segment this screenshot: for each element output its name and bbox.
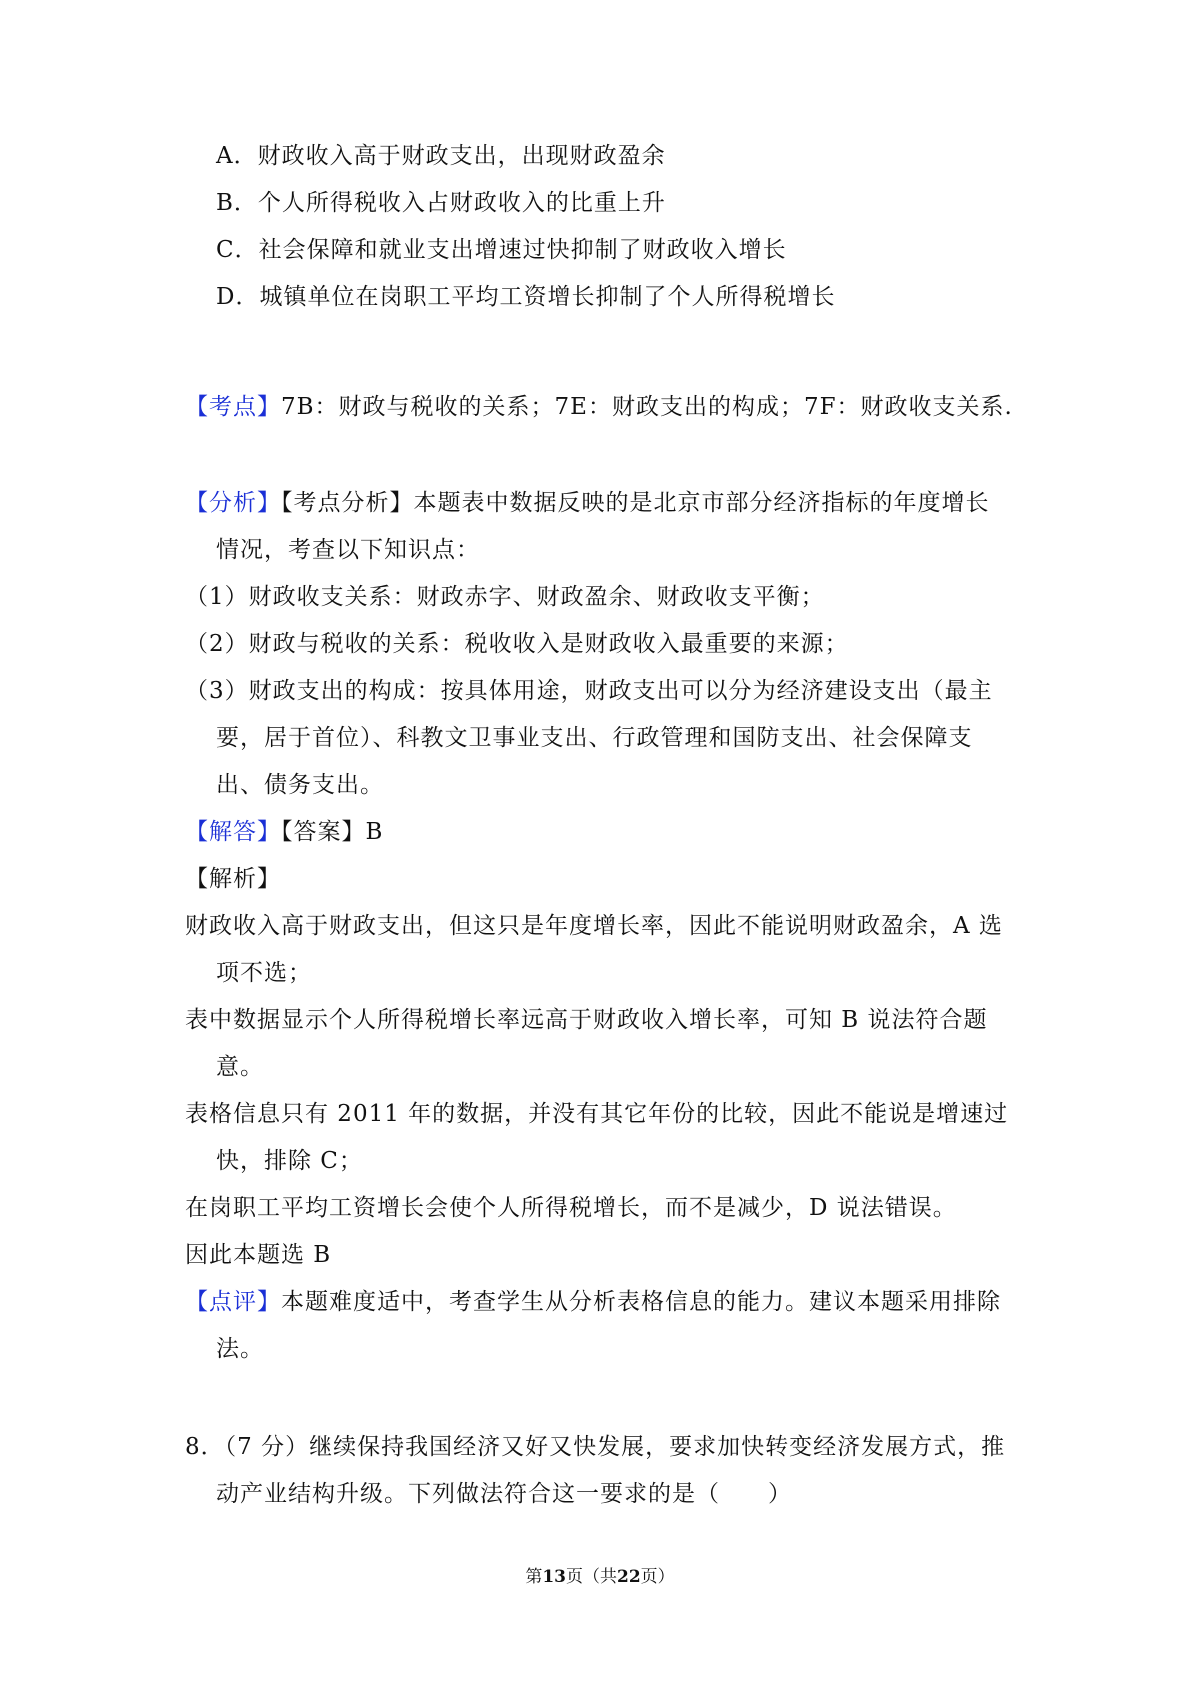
total-pages: 22 — [617, 1567, 641, 1587]
fenxi-tag: 【分析】 — [185, 490, 281, 516]
option-letter: B． — [216, 190, 258, 216]
kaodian-tag: 【考点】 — [185, 394, 281, 420]
jiexi-para-3: 表格信息只有 2011 年的数据，并没有其它年份的比较，因此不能说是增速过 — [185, 1101, 1009, 1127]
fenxi-point-1: （1）财政收支关系：财政赤字、财政盈余、财政收支平衡； — [185, 584, 825, 610]
page-footer — [0, 1565, 1200, 1589]
fenxi-point-3-cont: 要，居于首位）、科教文卫事业支出、行政管理和国防支出、社会保障支 — [216, 725, 973, 751]
jiexi-para-1-cont: 项不选； — [216, 960, 312, 986]
jieda-line — [185, 817, 383, 847]
dianping-tag: 【点评】 — [185, 1289, 281, 1315]
option-d — [216, 282, 835, 312]
fenxi-line-1 — [185, 488, 990, 518]
current-page-number: 13 — [542, 1567, 566, 1587]
kaodian-text: 7B：财政与税收的关系；7E：财政支出的构成；7F：财政收支关系. — [281, 394, 1013, 420]
fenxi-point-3: （3）财政支出的构成：按具体用途，财政支出可以分为经济建设支出（最主 — [185, 678, 993, 704]
option-letter: A． — [216, 143, 258, 169]
dianping-line-2: 法。 — [216, 1336, 264, 1362]
fenxi-text: 【考点分析】本题表中数据反映的是北京市部分经济指标的年度增长 — [281, 490, 990, 516]
option-text: 城镇单位在岗职工平均工资增长抑制了个人所得税增长 — [259, 284, 836, 310]
option-letter: C． — [216, 237, 259, 263]
fenxi-point-3-end: 出、债务支出。 — [216, 772, 384, 798]
jiexi-heading: 【解析】 — [185, 866, 281, 892]
question-8-stem: 8．（7 分）继续保持我国经济又好又快发展，要求加快转变经济发展方式，推 — [185, 1434, 1006, 1460]
footer-prefix: 第 — [525, 1567, 543, 1587]
jiexi-para-1: 财政收入高于财政支出，但这只是年度增长率，因此不能说明财政盈余，A 选 — [185, 913, 1003, 939]
dianping-line — [185, 1287, 1001, 1317]
jieda-tag: 【解答】 — [185, 819, 281, 845]
option-c — [216, 235, 787, 265]
jiexi-para-3-cont: 快，排除 C； — [216, 1148, 363, 1174]
kaodian-line — [185, 392, 1013, 422]
footer-suffix: 页） — [640, 1567, 675, 1587]
fenxi-point-2: （2）财政与税收的关系：税收收入是财政收入最重要的来源； — [185, 631, 849, 657]
jiexi-para-4: 在岗职工平均工资增长会使个人所得税增长，而不是减少，D 说法错误。 — [185, 1195, 957, 1221]
question-8-stem-cont: 动产业结构升级。下列做法符合这一要求的是（ ） — [216, 1481, 792, 1507]
footer-mid: 页（共 — [566, 1567, 617, 1587]
option-b — [216, 188, 666, 218]
option-letter: D． — [216, 284, 260, 310]
fenxi-line-2: 情况，考查以下知识点： — [216, 537, 480, 563]
option-a — [216, 141, 666, 171]
option-text: 社会保障和就业支出增速过快抑制了财政收入增长 — [258, 237, 787, 263]
jiexi-conclusion: 因此本题选 B — [185, 1242, 332, 1268]
dianping-text: 本题难度适中，考查学生从分析表格信息的能力。建议本题采用排除 — [281, 1289, 1001, 1315]
option-text: 财政收入高于财政支出，出现财政盈余 — [257, 143, 666, 169]
jiexi-para-2: 表中数据显示个人所得税增长率远高于财政收入增长率，可知 B 说法符合题 — [185, 1007, 988, 1033]
option-text: 个人所得税收入占财政收入的比重上升 — [257, 190, 666, 216]
jiexi-para-2-cont: 意。 — [216, 1054, 264, 1080]
answer-text: 【答案】B — [281, 819, 384, 845]
